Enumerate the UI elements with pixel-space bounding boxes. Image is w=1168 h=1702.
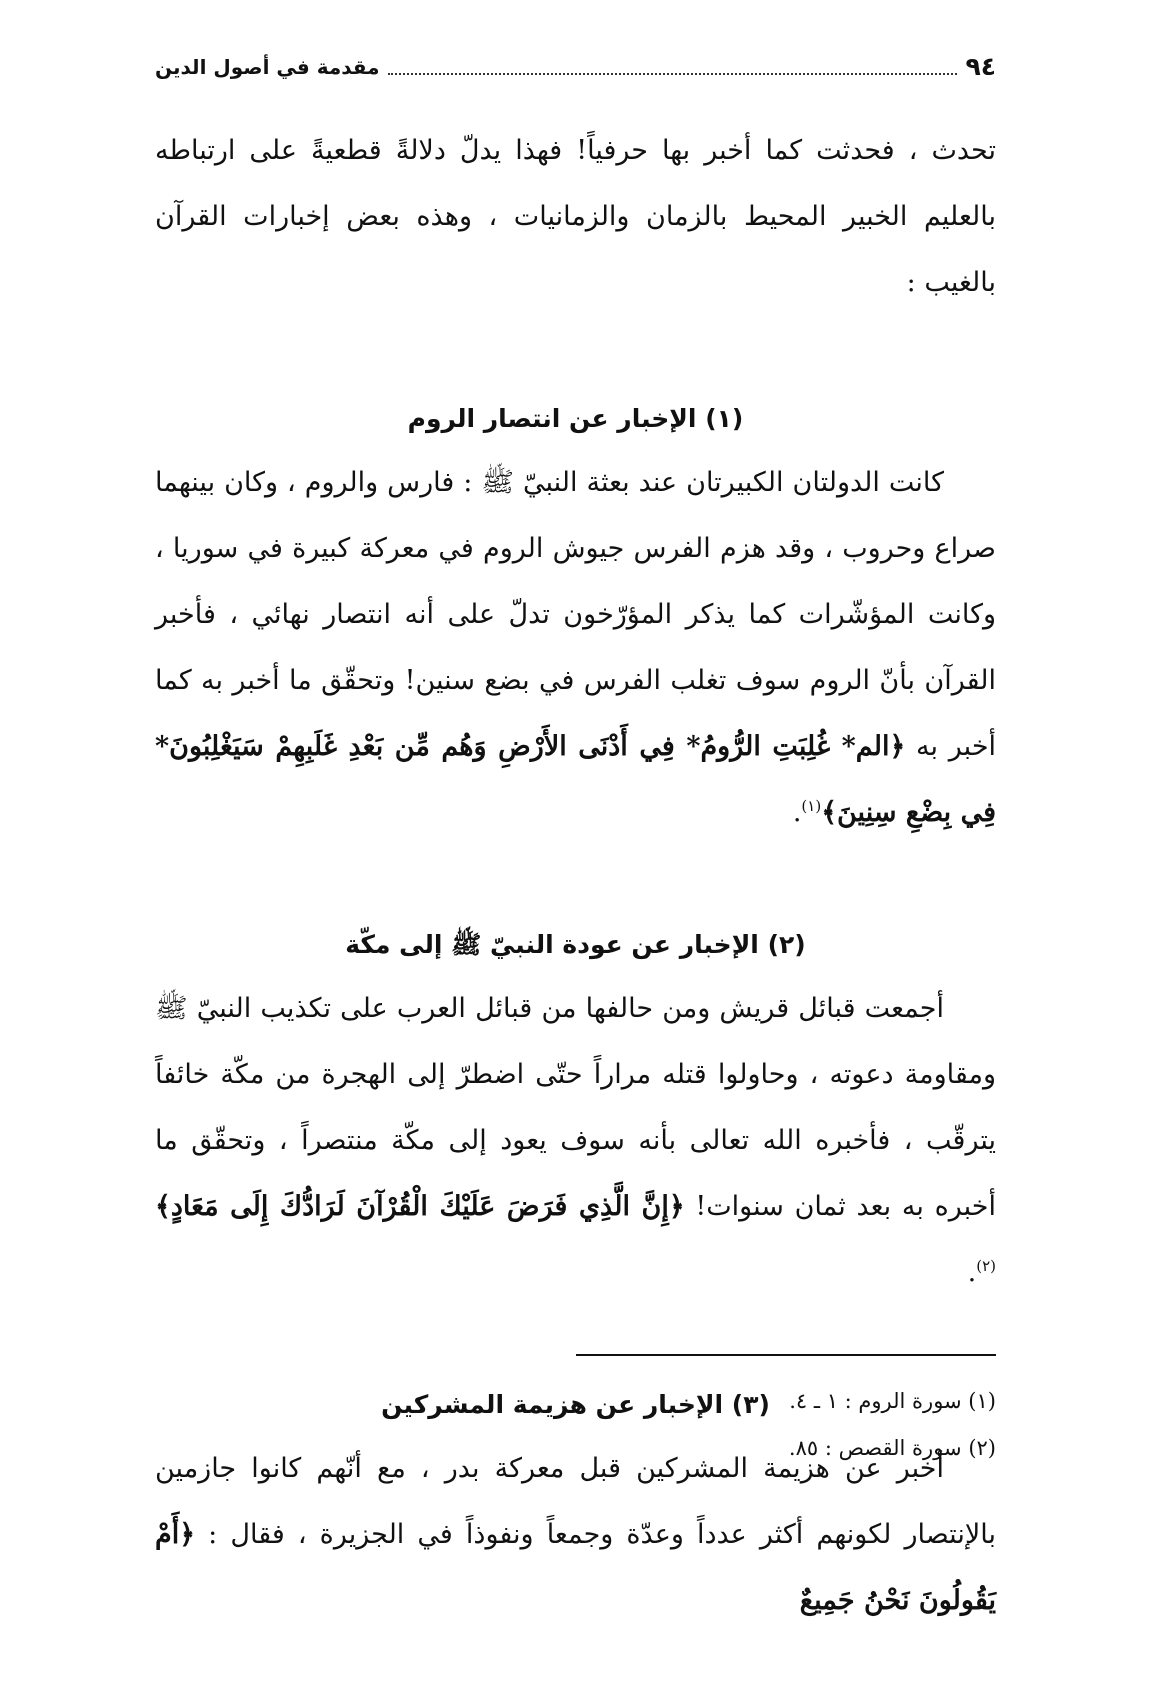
paragraph-end: . bbox=[967, 1257, 977, 1288]
section-paragraph bbox=[155, 450, 996, 846]
footnotes bbox=[155, 1354, 996, 1472]
footnote: (١) سورة الروم : ١ ـ ٤. bbox=[789, 1389, 996, 1413]
header-dotted-leader bbox=[388, 73, 958, 75]
footnote: (٢) سورة القصص : ٨٥. bbox=[788, 1436, 996, 1460]
paragraph-text: كانت الدولتان الكبيرتان عند بعثة النبيّ ﷺ : فارس والروم ، وكان بينهما صراع وحروب ، وقد هزم الفرس جيوش الروم في معركة كبيرة في سوريا ، وكانت المؤشّرات كما يذكر المؤرّخون تدلّ على أنه انتصار نهائي ، فأخبر القرآن بأنّ الروم سوف تغلب الفرس في بضع سنين! وتحقّق ما أخبر به كما أخبر به bbox=[155, 467, 997, 762]
quran-verse: ﴿الم* غُلِبَتِ الرُّومُ* فِي أَدْنَى الأَرْضِ وَهُم مِّن بَعْدِ غَلَبِهِمْ سَيَغْلِبُونَ* فِي بِضْعِ سِنِينَ﴾ bbox=[155, 731, 996, 828]
paragraph-end: . bbox=[792, 797, 802, 828]
section-heading: (٢) الإخبار عن عودة النبيّ ﷺ إلى مكّة bbox=[345, 930, 806, 959]
quran-verse: ﴿إِنَّ الَّذِي فَرَضَ عَلَيْكَ الْقُرْآنَ لَرَادُّكَ إِلَى مَعَادٍ﴾ bbox=[155, 1191, 685, 1222]
quran-verse: ﴿أَمْ يَقُولُونَ نَحْنُ جَمِيعٌ bbox=[155, 1519, 996, 1616]
paragraph-text: أخبر عن هزيمة المشركين قبل معركة بدر ، مع أنّهم كانوا جازمين بالإنتصار لكونهم أكثر عدداً وعدّة وجمعاً ونفوذاً في الجزيرة ، فقال : bbox=[155, 1453, 996, 1550]
page-number: ٩٤ bbox=[965, 52, 996, 81]
running-header bbox=[155, 42, 996, 82]
book-title: مقدمة في أصول الدين bbox=[155, 55, 380, 79]
section-heading: (٣) الإخبار عن هزيمة المشركين bbox=[381, 1390, 770, 1419]
paragraph-text: أجمعت قبائل قريش ومن حالفها من قبائل العرب على تكذيب النبيّ ﷺ ومقاومة دعوته ، وحاولوا قتله مراراً حتّى اضطرّ إلى الهجرة من مكّة خائفاً يترقّب ، فأخبره الله تعالى بأنه سوف يعود إلى مكّة منتصراً ، وتحقّق ما أخبره به بعد ثمان سنوات! bbox=[155, 993, 996, 1222]
footnote-divider bbox=[576, 1354, 996, 1356]
section-heading: (١) الإخبار عن انتصار الروم bbox=[407, 404, 744, 433]
section-roman-victory bbox=[155, 388, 996, 846]
section-paragraph bbox=[155, 976, 996, 1306]
footnote-ref[interactable]: (١) bbox=[801, 797, 822, 815]
intro-paragraph: تحدث ، فحدثت كما أخبر بها حرفياً! فهذا يدلّ دلالةً قطعيةً على ارتباطه بالعليم الخبير المحيط بالزمان والزمانيات ، وهذه بعض إخبارات القرآن بالغيب : bbox=[155, 135, 996, 298]
footnote-ref[interactable]: (٢) bbox=[976, 1257, 996, 1275]
section-return-to-mecca bbox=[155, 914, 996, 1306]
